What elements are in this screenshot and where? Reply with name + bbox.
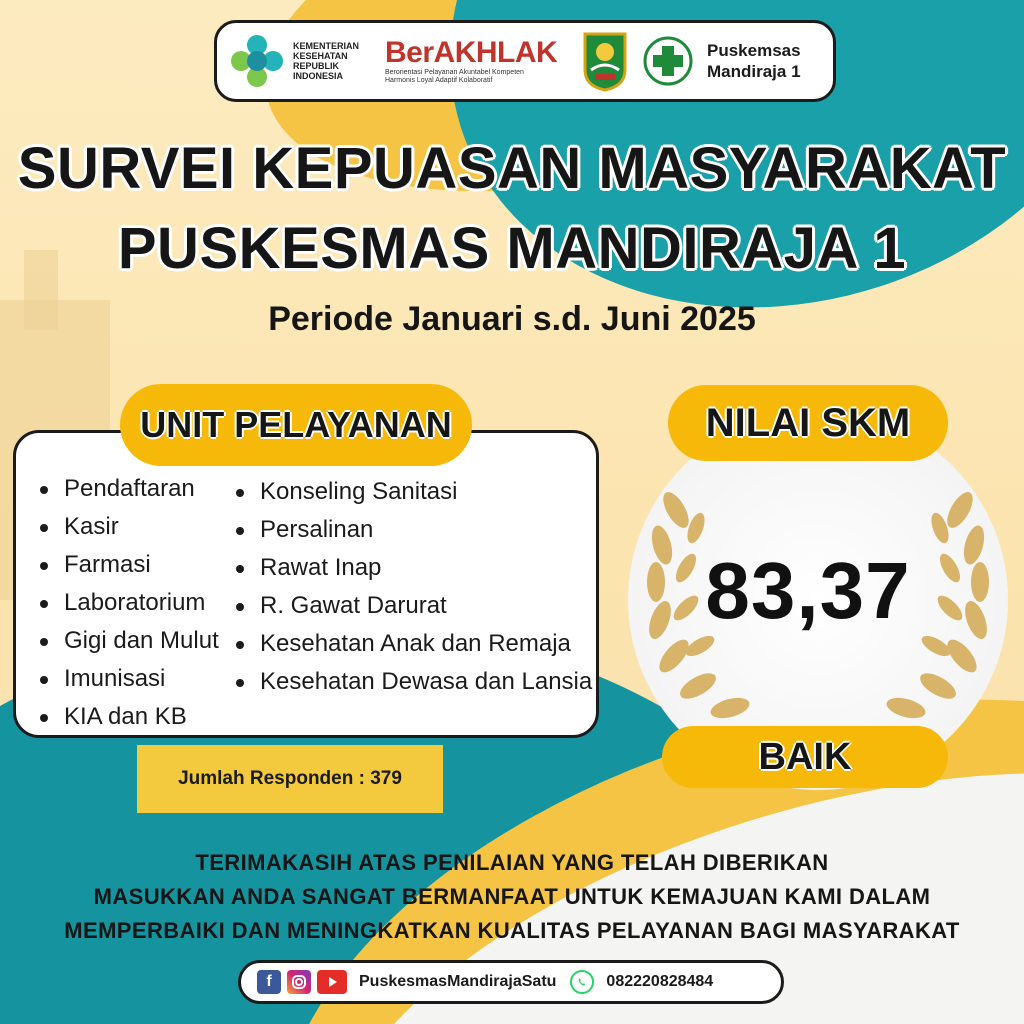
thanks-line: TERIMAKASIH ATAS PENILAIAN YANG TELAH DIBERIKAN bbox=[195, 850, 829, 875]
instagram-icon[interactable] bbox=[287, 970, 311, 994]
phone-number: 082220828484 bbox=[606, 973, 714, 990]
puskesmas-logo-icon bbox=[643, 36, 693, 86]
list-item: Rawat Inap bbox=[234, 549, 592, 587]
period-label: Periode Januari s.d. Juni 2025 bbox=[268, 300, 756, 338]
berakhlak-logo bbox=[385, 37, 567, 85]
unit-heading: UNIT PELAYANAN bbox=[140, 404, 452, 445]
logo-bar bbox=[214, 20, 836, 102]
berakhlak-tagline: Berorientasi Pelayanan Akuntabel Kompeten bbox=[385, 69, 524, 76]
skm-heading: NILAI SKM bbox=[705, 400, 911, 445]
berakhlak-tagline: Harmonis Loyal Adaptif Kolaboratif bbox=[385, 77, 493, 84]
list-item: Konseling Sanitasi bbox=[234, 473, 592, 511]
kemenkes-mark-icon bbox=[231, 35, 283, 87]
puskesmas-name-line: Puskemsas bbox=[707, 41, 801, 60]
regency-crest-icon bbox=[581, 30, 629, 92]
skm-heading-pill bbox=[668, 385, 948, 461]
respondent-count-badge: Jumlah Responden : 379 bbox=[137, 745, 443, 813]
skm-category-pill bbox=[662, 726, 948, 788]
page-subtitle: PUSKESMAS MANDIRAJA 1 bbox=[117, 216, 907, 281]
puskesmas-name-line: Mandiraja 1 bbox=[707, 62, 801, 81]
kemenkes-text-line: INDONESIA bbox=[293, 71, 344, 81]
list-item: R. Gawat Darurat bbox=[234, 587, 592, 625]
whatsapp-icon[interactable] bbox=[570, 970, 594, 994]
puskesmas-name bbox=[707, 40, 801, 82]
list-item: Gigi dan Mulut bbox=[38, 622, 219, 660]
list-item: Imunisasi bbox=[38, 660, 219, 698]
social-bar bbox=[238, 960, 784, 1004]
unit-list-right bbox=[234, 473, 592, 701]
kemenkes-text-line: KESEHATAN bbox=[293, 51, 348, 61]
kemenkes-text-line: KEMENTERIAN bbox=[293, 41, 360, 51]
kemenkes-text-line: REPUBLIK bbox=[293, 61, 340, 71]
list-item: Kesehatan Anak dan Remaja bbox=[234, 625, 592, 663]
thanks-line: MEMPERBAIKI DAN MENINGKATKAN KUALITAS PELAYANAN BAGI MASYARAKAT bbox=[64, 918, 960, 943]
list-item: Kasir bbox=[38, 508, 219, 546]
social-handle: PuskesmasMandirajaSatu bbox=[359, 973, 557, 990]
skm-score-value: 83,37 bbox=[705, 546, 911, 635]
page-title: SURVEI KEPUASAN MASYARAKAT bbox=[17, 136, 1007, 201]
skm-category: BAIK bbox=[758, 735, 852, 778]
list-item: Laboratorium bbox=[38, 584, 219, 622]
unit-heading-pill bbox=[120, 384, 472, 466]
kemenkes-logo bbox=[231, 35, 371, 87]
unit-list-left bbox=[38, 470, 219, 736]
facebook-icon[interactable]: f bbox=[257, 970, 281, 994]
list-item: KIA dan KB bbox=[38, 698, 219, 736]
list-item: Kesehatan Dewasa dan Lansia bbox=[234, 663, 592, 701]
kemenkes-text bbox=[293, 41, 359, 81]
youtube-icon[interactable] bbox=[317, 970, 347, 994]
berakhlak-title: BerAKHLAK bbox=[385, 36, 558, 69]
list-item: Farmasi bbox=[38, 546, 219, 584]
list-item: Persalinan bbox=[234, 511, 592, 549]
list-item: Pendaftaran bbox=[38, 470, 219, 508]
thanks-line: MASUKKAN ANDA SANGAT BERMANFAAT UNTUK KEMAJUAN KAMI DALAM bbox=[93, 884, 931, 909]
